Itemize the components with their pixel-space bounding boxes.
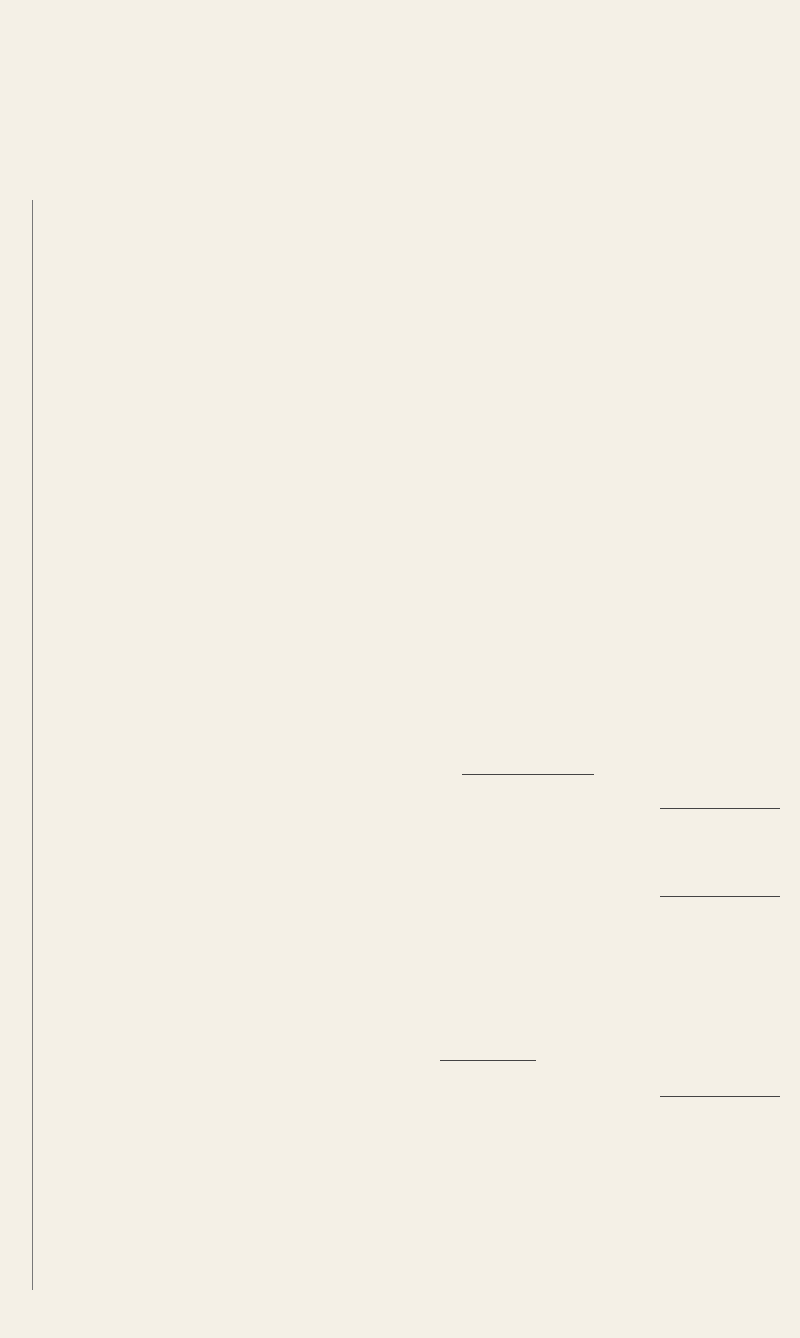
less-amount	[600, 868, 788, 890]
amount-row	[600, 286, 788, 308]
cot-amount	[440, 720, 596, 742]
amount-row	[600, 190, 788, 212]
rule	[440, 1060, 536, 1061]
nottingham-total	[600, 1070, 788, 1092]
nottingham-amount-1	[396, 980, 536, 1002]
margin-line	[32, 200, 33, 1290]
founder-amount	[400, 1238, 580, 1260]
subtotal-3	[600, 1106, 788, 1128]
amount-row	[600, 430, 788, 452]
cot-amount	[440, 672, 596, 694]
rule	[660, 1096, 780, 1097]
subtotal-1	[600, 818, 788, 840]
cot-amount	[440, 600, 596, 622]
rule	[462, 774, 594, 775]
cots-total	[600, 782, 788, 804]
rule	[660, 808, 780, 809]
subtotal-2	[600, 904, 788, 926]
cot-amount	[440, 648, 596, 670]
nottingham-amount-2	[396, 1028, 536, 1050]
cot-amount	[440, 624, 596, 646]
rule	[660, 896, 780, 897]
cot-amount	[440, 696, 596, 718]
cot-amount	[440, 744, 596, 766]
amount-row	[600, 334, 788, 356]
amount-row	[600, 454, 788, 476]
amount-row	[600, 382, 788, 404]
